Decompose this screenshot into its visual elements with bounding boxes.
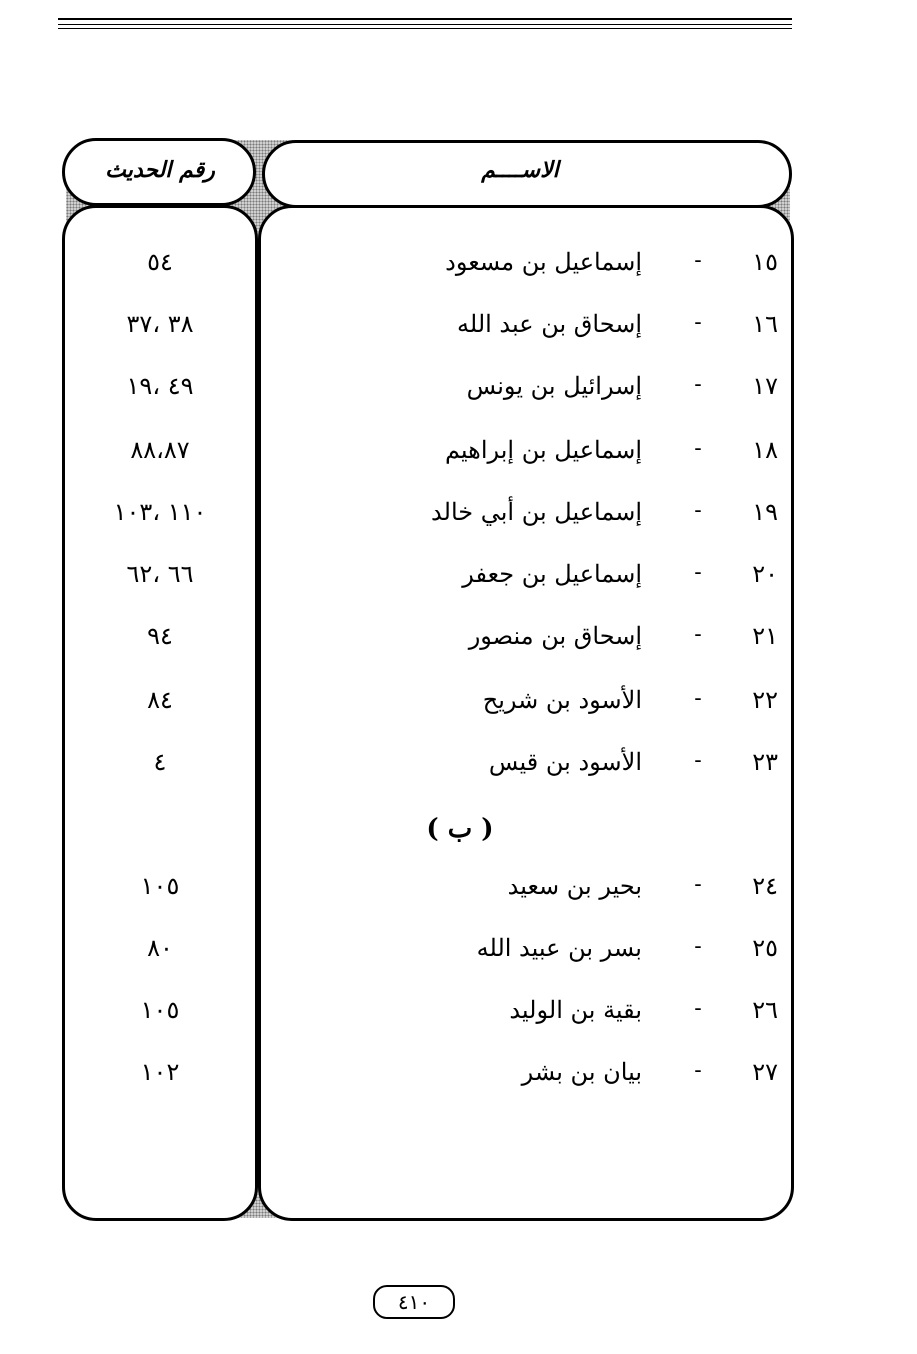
narrator-name: بسر بن عبيد الله <box>476 934 642 962</box>
row-dash: - <box>694 686 702 711</box>
hadith-numbers: ١١٠ ،١٠٣ <box>113 498 207 526</box>
hadith-numbers: ٨٨،٨٧ <box>130 436 190 464</box>
table-row <box>0 436 917 476</box>
row-index: ١٥ <box>752 248 778 276</box>
table-row <box>0 996 917 1036</box>
narrator-name: الأسود بن قيس <box>488 748 642 776</box>
row-index: ٢٧ <box>752 1058 778 1086</box>
row-index: ١٦ <box>752 310 778 338</box>
top-rule-thin-2 <box>58 28 792 29</box>
row-dash: - <box>694 622 702 647</box>
narrator-name: إسماعيل بن جعفر <box>462 560 642 588</box>
table-row <box>0 686 917 726</box>
row-index: ٢٤ <box>752 872 778 900</box>
row-dash: - <box>694 872 702 897</box>
row-dash: - <box>694 934 702 959</box>
row-dash: - <box>694 498 702 523</box>
row-index: ٢٥ <box>752 934 778 962</box>
narrator-name: إسحاق بن منصور <box>468 622 642 650</box>
name-column-header: الاســــم <box>481 158 559 183</box>
table-row <box>0 934 917 974</box>
row-dash: - <box>694 436 702 461</box>
narrator-name: إسرائيل بن يونس <box>466 372 642 400</box>
row-index: ١٩ <box>752 498 778 526</box>
row-dash: - <box>694 748 702 773</box>
table-row <box>0 372 917 412</box>
hadith-numbers: ٦٦ ،٦٢ <box>126 560 194 588</box>
hadith-numbers: ١٠٥ <box>140 872 180 900</box>
narrator-name: إسماعيل بن مسعود <box>445 248 642 276</box>
table-row <box>0 748 917 788</box>
top-rule-thick <box>58 18 792 20</box>
table-row <box>0 560 917 600</box>
row-index: ٢٠ <box>752 560 778 588</box>
row-index: ٢٣ <box>752 748 778 776</box>
table-row <box>0 1058 917 1098</box>
hadith-numbers: ٤ <box>153 748 167 776</box>
table-row <box>0 622 917 662</box>
narrator-name: إسماعيل بن أبي خالد <box>431 498 642 526</box>
row-index: ١٧ <box>752 372 778 400</box>
narrator-name: بيان بن بشر <box>521 1058 642 1086</box>
row-dash: - <box>694 310 702 335</box>
hadith-numbers: ١٠٥ <box>140 996 180 1024</box>
row-index: ٢٢ <box>752 686 778 714</box>
row-dash: - <box>694 248 702 273</box>
hadith-numbers: ٩٤ <box>147 622 173 650</box>
hadith-numbers: ٣٨ ،٣٧ <box>126 310 194 338</box>
narrator-name: بحير بن سعيد <box>507 872 642 900</box>
section-letter-heading: ( ب ) <box>426 814 494 844</box>
row-index: ٢١ <box>752 622 778 650</box>
hadith-numbers: ١٠٢ <box>140 1058 180 1086</box>
hadith-numbers: ٨٠ <box>147 934 173 962</box>
table-row <box>0 872 917 912</box>
row-dash: - <box>694 560 702 585</box>
hadith-numbers: ٨٤ <box>147 686 173 714</box>
row-dash: - <box>694 1058 702 1083</box>
table-row <box>0 498 917 538</box>
row-dash: - <box>694 996 702 1021</box>
page-number: ٤١٠ <box>373 1285 455 1319</box>
narrator-name: إسماعيل بن إبراهيم <box>444 436 642 464</box>
row-index: ٢٦ <box>752 996 778 1024</box>
narrator-name: الأسود بن شريح <box>482 686 642 714</box>
row-index: ١٨ <box>752 436 778 464</box>
number-column-header: رقم الحديث <box>105 158 215 183</box>
table-row <box>0 310 917 350</box>
row-dash: - <box>694 372 702 397</box>
hadith-numbers: ٥٤ <box>147 248 173 276</box>
narrator-name: إسحاق بن عبد الله <box>457 310 642 338</box>
table-row <box>0 248 917 288</box>
top-rule-thin <box>58 24 792 25</box>
hadith-numbers: ٤٩ ،١٩ <box>126 372 194 400</box>
narrator-name: بقية بن الوليد <box>509 996 642 1024</box>
